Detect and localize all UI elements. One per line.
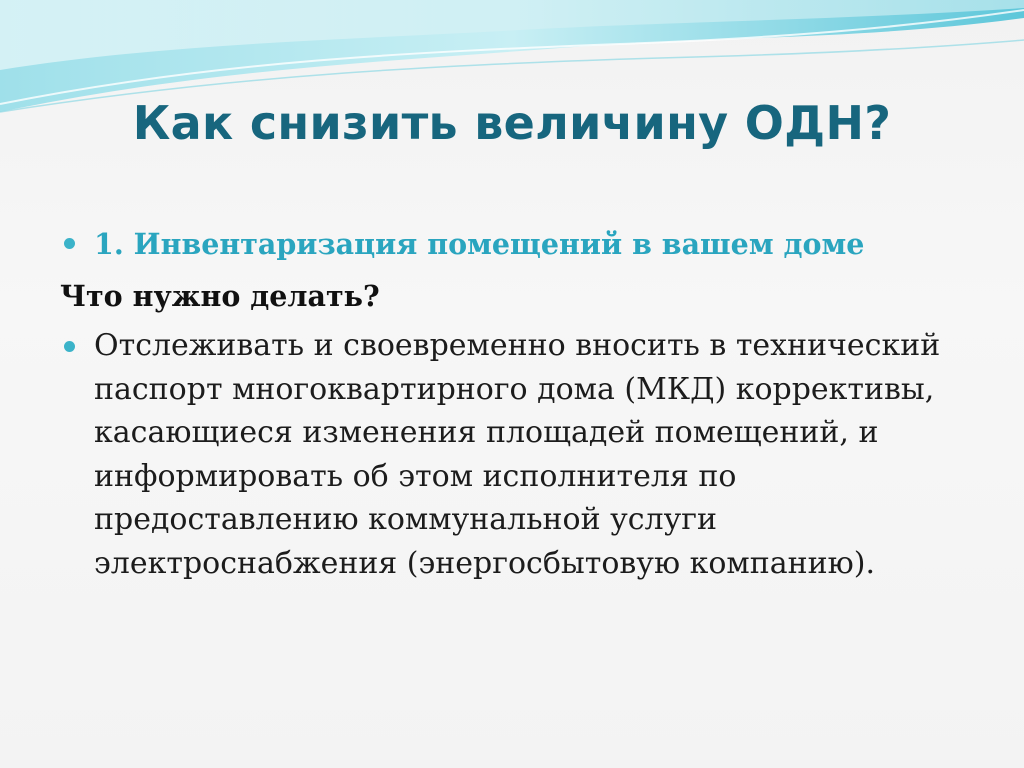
slide-title: Как снизить величину ОДН?: [132, 96, 892, 150]
bullet-dot-icon: [64, 238, 75, 249]
bullet-instructions: [60, 324, 944, 585]
slide-content: [60, 222, 960, 585]
subheading: Что нужно делать?: [60, 279, 380, 313]
bullet-instructions-text: Отслеживать и своевременно вносить в технический паспорт многоквартирного дома (МКД) коррективы, касающиеся изменения площадей помещений, и информировать об этом исполнителя по предоставлению коммунальной услуги электроснабжения (энергосбытовую компанию).: [94, 328, 941, 581]
bullet-inventory: [60, 222, 960, 266]
bullet-dot-icon: [64, 341, 75, 352]
bullet-inventory-text: 1. Инвентаризация помещений в вашем доме: [94, 227, 865, 261]
